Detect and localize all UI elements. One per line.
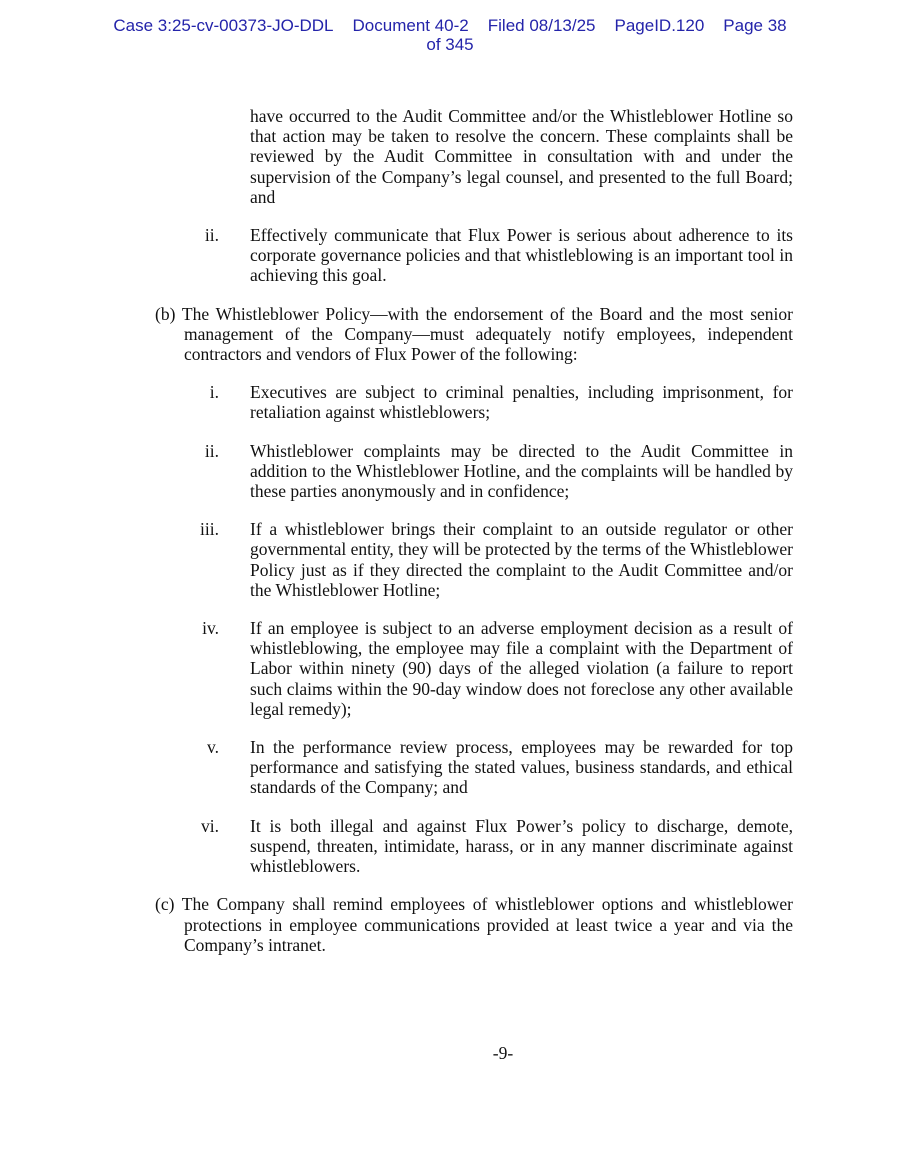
document-body (155, 106, 793, 1063)
list-text: Whistleblower complaints may be directed to the Audit Committee in addition to the Whistleblower Hotline, and the complaints will be handled by these parties anonymously and in confidence; (250, 440, 793, 502)
case-number: Case 3:25-cv-00373-JO-DDL (113, 16, 334, 35)
list-label: vi. (201, 815, 219, 836)
paragraph-c (155, 894, 793, 955)
page-footer-number: -9- (492, 1042, 514, 1063)
case-stamp-header (0, 0, 900, 54)
list-item-ii-top (155, 225, 793, 286)
list-label: v. (207, 737, 219, 758)
page-number-of-total: Page 38 (723, 16, 787, 35)
list-text: If an employee is subject to an adverse employment decision as a result of whistleblowing, the employee may file a complaint with the Department of Labor within ninety (90) days of the alleged violation (a failure to report such claims within the 90-day window does not foreclose any other available legal remedy); (250, 618, 793, 719)
page-total-overflow: of 345 (426, 35, 474, 54)
list-text: It is both illegal and against Flux Power’s policy to discharge, demote, suspend, threaten, intimidate, harass, or in any manner discriminate against whistleblowers. (250, 815, 793, 877)
list-text: If a whistleblower brings their complaint to an outside regulator or other governmental entity, they will be protected by the terms of the Whistleblower Policy just as if they directed the complaint to the Audit Committee and/or the Whistleblower Hotline; (250, 519, 793, 600)
sub-item-ii (155, 441, 793, 502)
paragraph-b (155, 304, 793, 365)
list-label: i. (209, 382, 219, 403)
paragraph-label: (b) (155, 303, 176, 324)
list-text: Effectively communicate that Flux Power is serious about adherence to its corporate governance policies and that whistleblowing is an important tool in achieving this goal. (250, 225, 793, 286)
list-label: iii. (200, 519, 219, 540)
sub-item-i (155, 382, 793, 422)
paragraph-text: The Company shall remind employees of whistleblower options and whistleblower protections in employee communications provided at least twice a year and via the Company’s intranet. (181, 894, 794, 955)
list-label: ii. (204, 225, 219, 246)
list-text: Executives are subject to criminal penalties, including imprisonment, for retaliation against whistleblowers; (250, 382, 793, 423)
list-text: In the performance review process, employees may be rewarded for top performance and satisfying the stated values, business standards, and ethical standards of the Company; and (250, 737, 793, 798)
sub-item-iv (155, 618, 793, 719)
case-stamp-line1 (0, 16, 900, 35)
document-number: Document 40-2 (352, 16, 469, 35)
sub-item-iii (155, 519, 793, 600)
continuation-paragraph: have occurred to the Audit Committee and/or the Whistleblower Hotline so that action may be taken to resolve the concern. These complaints shall be reviewed by the Audit Committee in consultation with and under the supervision of the Company’s legal counsel, and presented to the full Board; and (250, 106, 793, 207)
list-label: iv. (202, 618, 219, 639)
paragraph-label: (c) (155, 894, 175, 915)
list-label: ii. (204, 440, 219, 461)
paragraph-text: The Whistleblower Policy—with the endorsement of the Board and the most senior management of the Company—must adequately notify employees, independent contractors and vendors of Flux Power of the following: (181, 303, 793, 365)
filed-date: Filed 08/13/25 (487, 16, 596, 35)
sub-item-vi (155, 816, 793, 877)
sub-item-v (155, 737, 793, 798)
page-id: PageID.120 (614, 16, 705, 35)
